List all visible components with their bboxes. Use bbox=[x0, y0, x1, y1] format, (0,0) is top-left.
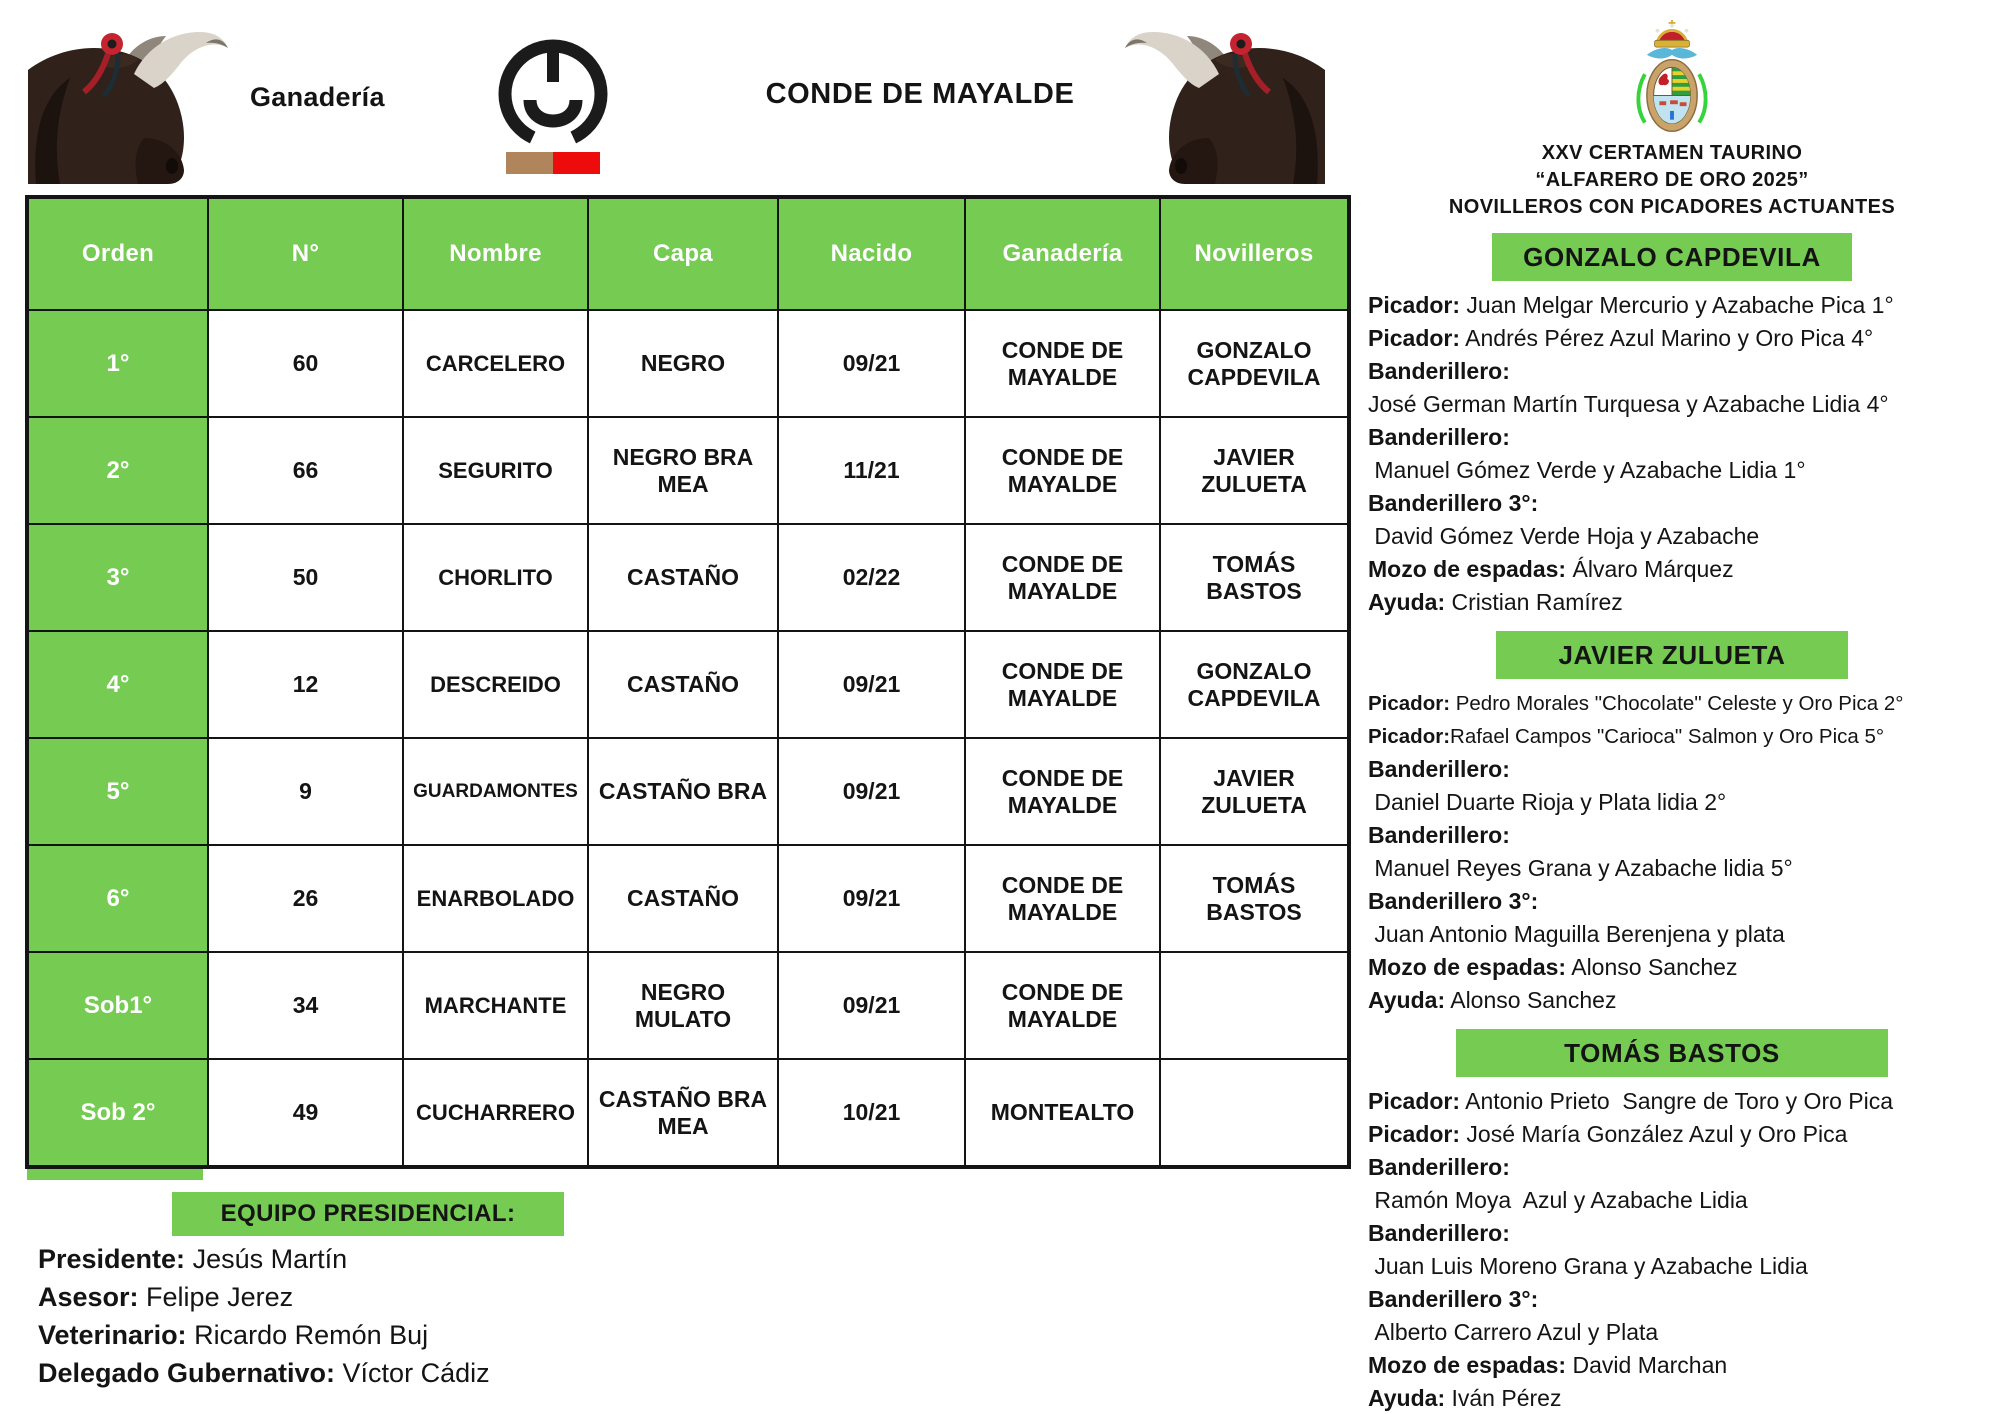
cell-orden: 4° bbox=[28, 631, 208, 738]
crew-role-label: Picador: bbox=[1368, 325, 1461, 351]
cell-orden: 3° bbox=[28, 524, 208, 631]
official-name: Felipe Jerez bbox=[138, 1282, 294, 1312]
crew-line bbox=[1368, 687, 1992, 720]
cell-ganaderia: CONDE DE MAYALDE bbox=[965, 845, 1160, 952]
crew-role-label: Banderillero: bbox=[1368, 1220, 1510, 1246]
crew-role-label: Banderillero 3°: bbox=[1368, 1286, 1539, 1312]
cell-capa: CASTAÑO bbox=[588, 524, 778, 631]
ganaderia-brand-icon bbox=[478, 34, 628, 181]
cell-numero: 49 bbox=[208, 1059, 403, 1166]
cell-numero: 50 bbox=[208, 524, 403, 631]
cell-ganaderia: CONDE DE MAYALDE bbox=[965, 310, 1160, 417]
crew-line bbox=[1368, 553, 1992, 586]
crew-name: David Marchan bbox=[1566, 1352, 1728, 1378]
crew-line bbox=[1368, 753, 1992, 786]
cell-capa: CASTAÑO bbox=[588, 631, 778, 738]
cell-nombre: CARCELERO bbox=[403, 310, 588, 417]
cell-novillero: TOMÁS BASTOS bbox=[1160, 845, 1348, 952]
official-role-label: Presidente: bbox=[38, 1244, 186, 1274]
crew-line bbox=[1368, 1085, 1992, 1118]
crew-line bbox=[1368, 1316, 1992, 1349]
cell-nacido: 09/21 bbox=[778, 310, 965, 417]
crew-role-label: Banderillero 3°: bbox=[1368, 490, 1539, 516]
cell-novillero: JAVIER ZULUETA bbox=[1160, 417, 1348, 524]
cell-nacido: 10/21 bbox=[778, 1059, 965, 1166]
crew-line bbox=[1368, 951, 1992, 984]
coat-of-arms-icon bbox=[1633, 20, 1711, 140]
column-header-orden: Orden bbox=[28, 198, 208, 310]
crew-role-label: Mozo de espadas: bbox=[1368, 556, 1567, 582]
crew-role-label: Banderillero: bbox=[1368, 756, 1510, 782]
section-tomas-crew bbox=[1352, 1085, 1992, 1414]
crew-name: Alberto Carrero Azul y Plata bbox=[1368, 1319, 1659, 1345]
cell-ganaderia: MONTEALTO bbox=[965, 1059, 1160, 1166]
crew-role-label: Banderillero: bbox=[1368, 358, 1510, 384]
crew-name: Andrés Pérez Azul Marino y Oro Pica 4° bbox=[1460, 325, 1874, 351]
cell-orden: 1° bbox=[28, 310, 208, 417]
section-banner-gonzalo: GONZALO CAPDEVILA bbox=[1492, 233, 1852, 281]
cell-orden: 6° bbox=[28, 845, 208, 952]
crew-role-label: Picador: bbox=[1368, 292, 1461, 318]
crew-name: Cristian Ramírez bbox=[1445, 589, 1623, 615]
cell-ganaderia: CONDE DE MAYALDE bbox=[965, 738, 1160, 845]
section-banner-javier: JAVIER ZULUETA bbox=[1496, 631, 1848, 679]
cell-nacido: 09/21 bbox=[778, 631, 965, 738]
crew-line bbox=[1368, 1184, 1992, 1217]
crew-role-label: Picador: bbox=[1368, 725, 1451, 748]
official-role-label: Delegado Gubernativo: bbox=[38, 1358, 336, 1388]
section-banner-tomas: TOMÁS BASTOS bbox=[1456, 1029, 1888, 1077]
cell-nombre: GUARDAMONTES bbox=[403, 738, 588, 845]
crew-line bbox=[1368, 454, 1992, 487]
crew-name: José German Martín Turquesa y Azabache Lidia 4° bbox=[1368, 391, 1889, 417]
cell-numero: 9 bbox=[208, 738, 403, 845]
column-header-numero: N° bbox=[208, 198, 403, 310]
official-line bbox=[38, 1278, 490, 1316]
certamen-panel bbox=[1352, 20, 1992, 1414]
column-header-capa: Capa bbox=[588, 198, 778, 310]
crew-line bbox=[1368, 1250, 1992, 1283]
official-role-label: Veterinario: bbox=[38, 1320, 187, 1350]
crew-name: David Gómez Verde Hoja y Azabache bbox=[1368, 523, 1760, 549]
crew-line bbox=[1368, 1118, 1992, 1151]
cell-nacido: 09/21 bbox=[778, 738, 965, 845]
bull-photo-left bbox=[26, 26, 241, 184]
cell-nacido: 11/21 bbox=[778, 417, 965, 524]
crew-line bbox=[1368, 1217, 1992, 1250]
cell-capa: CASTAÑO bbox=[588, 845, 778, 952]
crew-role-label: Picador: bbox=[1368, 1088, 1461, 1114]
crew-line bbox=[1368, 421, 1992, 454]
section-javier-crew bbox=[1352, 687, 1992, 1017]
crew-role-label: Banderillero: bbox=[1368, 822, 1510, 848]
crew-line bbox=[1368, 520, 1992, 553]
bulls-table bbox=[25, 195, 1351, 1169]
cell-nombre: CHORLITO bbox=[403, 524, 588, 631]
crew-name: Daniel Duarte Rioja y Plata lidia 2° bbox=[1368, 789, 1727, 815]
cell-ganaderia: CONDE DE MAYALDE bbox=[965, 631, 1160, 738]
cell-novillero bbox=[1160, 1059, 1348, 1166]
crew-line bbox=[1368, 918, 1992, 951]
official-line bbox=[38, 1354, 490, 1392]
crew-role-label: Mozo de espadas: bbox=[1368, 1352, 1567, 1378]
cell-numero: 26 bbox=[208, 845, 403, 952]
cell-nacido: 09/21 bbox=[778, 845, 965, 952]
crew-role-label: Banderillero: bbox=[1368, 424, 1510, 450]
crew-line bbox=[1368, 388, 1992, 421]
crew-line bbox=[1368, 487, 1992, 520]
crew-line bbox=[1368, 885, 1992, 918]
column-header-ganaderia: Ganadería bbox=[965, 198, 1160, 310]
cell-nombre: MARCHANTE bbox=[403, 952, 588, 1059]
crew-line bbox=[1368, 1151, 1992, 1184]
cell-capa: NEGRO bbox=[588, 310, 778, 417]
crew-line bbox=[1368, 289, 1992, 322]
crew-role-label: Picador: bbox=[1368, 692, 1451, 715]
crew-line bbox=[1368, 586, 1992, 619]
cell-capa: NEGRO BRA MEA bbox=[588, 417, 778, 524]
crew-role-label: Mozo de espadas: bbox=[1368, 954, 1567, 980]
cell-orden: 2° bbox=[28, 417, 208, 524]
crew-name: Álvaro Márquez bbox=[1566, 556, 1734, 582]
crew-line bbox=[1368, 1283, 1992, 1316]
official-role-label: Asesor: bbox=[38, 1282, 139, 1312]
crew-name: Juan Melgar Mercurio y Azabache Pica 1° bbox=[1460, 292, 1894, 318]
crew-name: Manuel Gómez Verde y Azabache Lidia 1° bbox=[1368, 457, 1806, 483]
cell-ganaderia: CONDE DE MAYALDE bbox=[965, 952, 1160, 1059]
page-title: CONDE DE MAYALDE bbox=[765, 78, 1075, 110]
column-header-nombre: Nombre bbox=[403, 198, 588, 310]
cell-numero: 60 bbox=[208, 310, 403, 417]
official-line bbox=[38, 1240, 490, 1278]
cell-orden: Sob 2° bbox=[28, 1059, 208, 1166]
cell-numero: 12 bbox=[208, 631, 403, 738]
crew-role-label: Banderillero 3°: bbox=[1368, 888, 1539, 914]
cell-nombre: ENARBOLADO bbox=[403, 845, 588, 952]
column-header-nacido: Nacido bbox=[778, 198, 965, 310]
crew-name: Pedro Morales "Chocolate" Celeste y Oro Pica 2° bbox=[1450, 692, 1904, 715]
bull-photo-right bbox=[1112, 26, 1327, 184]
crew-role-label: Ayuda: bbox=[1368, 987, 1446, 1013]
cell-numero: 66 bbox=[208, 417, 403, 524]
crew-line bbox=[1368, 355, 1992, 388]
cell-novillero: GONZALO CAPDEVILA bbox=[1160, 310, 1348, 417]
crew-name: Manuel Reyes Grana y Azabache lidia 5° bbox=[1368, 855, 1793, 881]
certamen-title-line1: XXV CERTAMEN TAURINO bbox=[1541, 142, 1803, 164]
official-line bbox=[38, 1316, 490, 1354]
section-gonzalo-crew bbox=[1352, 289, 1992, 619]
cell-nombre: SEGURITO bbox=[403, 417, 588, 524]
cell-numero: 34 bbox=[208, 952, 403, 1059]
crew-name: Alonso Sanchez bbox=[1445, 987, 1617, 1013]
presidential-team-list bbox=[38, 1240, 490, 1392]
cell-novillero: JAVIER ZULUETA bbox=[1160, 738, 1348, 845]
crew-line bbox=[1368, 852, 1992, 885]
column-header-novilleros: Novilleros bbox=[1160, 198, 1348, 310]
crew-role-label: Banderillero: bbox=[1368, 1154, 1510, 1180]
crew-line bbox=[1368, 1349, 1992, 1382]
presidential-team-banner: EQUIPO PRESIDENCIAL: bbox=[172, 1192, 564, 1236]
cell-capa: NEGRO MULATO bbox=[588, 952, 778, 1059]
crew-role-label: Picador: bbox=[1368, 1121, 1461, 1147]
cell-nacido: 09/21 bbox=[778, 952, 965, 1059]
crew-name: Alonso Sanchez bbox=[1566, 954, 1738, 980]
cell-novillero: TOMÁS BASTOS bbox=[1160, 524, 1348, 631]
crew-line bbox=[1368, 984, 1992, 1017]
certamen-title-line3: NOVILLEROS CON PICADORES ACTUANTES bbox=[1448, 196, 1896, 218]
cell-nombre: DESCREIDO bbox=[403, 631, 588, 738]
crew-line bbox=[1368, 1382, 1992, 1414]
crew-line bbox=[1368, 786, 1992, 819]
crew-role-label: Ayuda: bbox=[1368, 1385, 1446, 1411]
cell-novillero bbox=[1160, 952, 1348, 1059]
cell-orden: Sob1° bbox=[28, 952, 208, 1059]
cell-ganaderia: CONDE DE MAYALDE bbox=[965, 524, 1160, 631]
cell-nombre: CUCHARRERO bbox=[403, 1059, 588, 1166]
crew-line bbox=[1368, 322, 1992, 355]
cell-capa: CASTAÑO BRA MEA bbox=[588, 1059, 778, 1166]
cell-nacido: 02/22 bbox=[778, 524, 965, 631]
crew-line bbox=[1368, 819, 1992, 852]
official-name: Ricardo Remón Buj bbox=[186, 1320, 429, 1350]
crew-name: Juan Antonio Maguilla Berenjena y plata bbox=[1368, 921, 1785, 947]
crew-name: Juan Luis Moreno Grana y Azabache Lidia bbox=[1368, 1253, 1808, 1279]
cell-capa: CASTAÑO BRA bbox=[588, 738, 778, 845]
crew-name: José María González Azul y Oro Pica bbox=[1460, 1121, 1848, 1147]
cell-ganaderia: CONDE DE MAYALDE bbox=[965, 417, 1160, 524]
crew-name: Antonio Prieto Sangre de Toro y Oro Pica bbox=[1460, 1088, 1894, 1114]
official-name: Jesús Martín bbox=[185, 1244, 348, 1274]
certamen-title-line2: “ALFARERO DE ORO 2025” bbox=[1535, 169, 1809, 191]
official-name: Víctor Cádiz bbox=[335, 1358, 490, 1388]
ganaderia-label: Ganadería bbox=[250, 82, 385, 112]
cell-novillero: GONZALO CAPDEVILA bbox=[1160, 631, 1348, 738]
crew-role-label: Ayuda: bbox=[1368, 589, 1446, 615]
crew-name: Iván Pérez bbox=[1445, 1385, 1562, 1411]
crew-line bbox=[1368, 720, 1992, 753]
crew-name: Ramón Moya Azul y Azabache Lidia bbox=[1368, 1187, 1748, 1213]
crew-name: Rafael Campos "Carioca" Salmon y Oro Pica 5° bbox=[1450, 725, 1885, 748]
cell-orden: 5° bbox=[28, 738, 208, 845]
